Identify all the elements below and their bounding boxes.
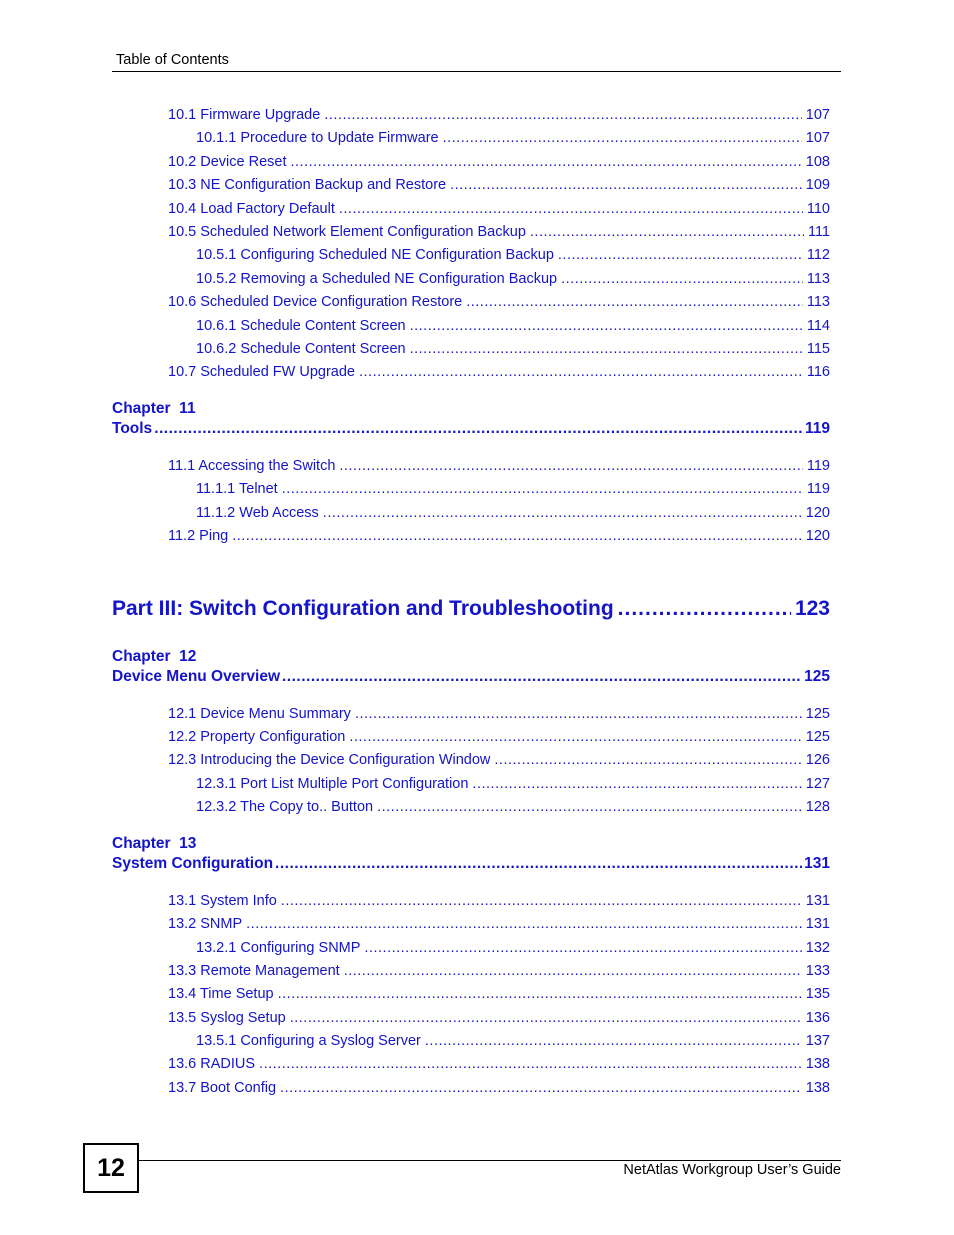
toc-leader [494,752,801,768]
part-page: 123 [794,597,830,620]
toc-entry-page: 120 [805,528,830,544]
toc-leader [530,224,804,240]
toc-leader [472,776,801,792]
toc-entry-title: 10.1.1 Procedure to Update Firmware [196,130,439,146]
toc-entry[interactable] [168,458,830,474]
toc-leader [618,597,791,621]
toc-entry[interactable] [168,752,830,768]
toc-entry-title: 13.5.1 Configuring a Syslog Server [196,1033,421,1049]
toc-entry[interactable] [196,318,830,334]
chapter-page: 131 [804,855,830,872]
toc-leader [290,154,801,170]
toc-entry-title: 12.3.2 The Copy to.. Button [196,799,374,815]
toc-entry-page: 116 [806,364,830,380]
toc-entry[interactable] [168,963,830,979]
part-entry[interactable] [112,597,830,621]
toc-entry[interactable] [168,916,830,932]
toc-leader [280,1080,802,1096]
page-number: 12 [83,1143,139,1193]
toc-entry-page: 127 [805,776,830,792]
toc-entry-page: 128 [805,799,830,815]
part-title: Part III: Switch Configuration and Troubleshooting [112,597,614,620]
toc-entry-title: 10.3 NE Configuration Backup and Restore [168,177,447,193]
toc-entry[interactable] [168,893,830,909]
toc-entry[interactable] [196,1033,830,1049]
toc-leader [282,481,803,497]
toc-entry-title: 11.2 Ping [168,528,229,544]
toc-entry-title: 10.4 Load Factory Default [168,201,335,217]
chapter-label: Chapter 12 [112,648,197,665]
toc-leader [282,668,802,686]
toc-entry-page: 138 [805,1056,830,1072]
toc-entry[interactable] [168,729,830,745]
toc-entry-title: 10.5 Scheduled Network Element Configuration Backup [168,224,526,240]
toc-leader [259,1056,802,1072]
toc-entry-page: 132 [805,940,830,956]
toc-leader [349,729,801,745]
chapter-title: System Configuration [112,855,274,872]
toc-entry[interactable] [168,177,830,193]
chapter-label: Chapter 13 [112,835,197,852]
toc-leader [154,420,803,438]
toc-leader [425,1033,802,1049]
toc-entry[interactable] [196,341,830,357]
toc-entry-title: 10.7 Scheduled FW Upgrade [168,364,355,380]
toc-leader [339,201,803,217]
toc-entry-page: 133 [805,963,830,979]
toc-leader [443,130,802,146]
toc-leader [246,916,802,932]
toc-leader [275,855,802,873]
toc-entry-page: 113 [806,294,830,310]
toc-entry-page: 125 [805,706,830,722]
chapter-label: Chapter 11 [112,400,196,417]
toc-leader [359,364,803,380]
toc-entry-page: 119 [806,458,830,474]
toc-entry-title: 13.5 Syslog Setup [168,1010,286,1026]
toc-entry-page: 115 [806,341,830,357]
toc-entry-title: 12.1 Device Menu Summary [168,706,351,722]
chapter-page: 125 [804,668,830,685]
chapter-title-entry[interactable] [112,668,830,686]
toc-leader [290,1010,802,1026]
toc-entry-page: 114 [806,318,830,334]
toc-entry-page: 112 [806,247,830,263]
toc-entry[interactable] [196,247,830,263]
toc-entry-title: 12.2 Property Configuration [168,729,346,745]
toc-entry-page: 135 [805,986,830,1002]
toc-entry-title: 10.1 Firmware Upgrade [168,107,321,123]
toc-leader [410,341,803,357]
toc-entry-title: 13.6 RADIUS [168,1056,256,1072]
toc-entry-title: 11.1 Accessing the Switch [168,458,336,474]
toc-entry-page: 137 [805,1033,830,1049]
toc-entry-title: 10.5.2 Removing a Scheduled NE Configuration Backup [196,271,558,287]
toc-entry[interactable] [168,706,830,722]
chapter-title: Device Menu Overview [112,668,280,685]
toc-entry-page: 125 [805,729,830,745]
toc-leader [355,706,802,722]
chapter-title: Tools [112,420,153,437]
toc-entry[interactable] [196,271,830,287]
toc-entry-title: 10.2 Device Reset [168,154,287,170]
toc-entry-page: 108 [805,154,830,170]
toc-entry-title: 11.1.2 Web Access [196,505,319,521]
header-rule [112,71,841,72]
toc-leader [466,294,803,310]
toc-entry-page: 107 [805,130,830,146]
chapter-title-entry[interactable] [112,420,830,438]
toc-entry[interactable] [196,481,830,497]
toc-leader [410,318,803,334]
footer-rule [139,1160,841,1161]
toc-entry-title: 10.6.2 Schedule Content Screen [196,341,406,357]
toc-entry[interactable] [168,201,830,217]
toc-leader [344,963,802,979]
toc-entry[interactable] [168,1080,830,1096]
toc-entry-title: 10.6 Scheduled Device Configuration Restore [168,294,463,310]
toc-leader [450,177,802,193]
toc-leader [323,505,802,521]
toc-entry-page: 110 [806,201,830,217]
toc-entry[interactable] [196,130,830,146]
toc-entry-title: 10.5.1 Configuring Scheduled NE Configuration Backup [196,247,554,263]
toc-entry-page: 113 [806,271,830,287]
toc-entry[interactable] [168,1010,830,1026]
toc-entry[interactable] [168,364,830,380]
toc-entry-title: 13.2.1 Configuring SNMP [196,940,361,956]
toc-entry-title: 12.3.1 Port List Multiple Port Configuration [196,776,469,792]
toc-entry[interactable] [168,1056,830,1072]
toc-entry-page: 131 [805,916,830,932]
toc-entry[interactable] [168,986,830,1002]
toc-entry[interactable] [168,528,830,544]
toc-entry[interactable] [168,154,830,170]
toc-entry[interactable] [168,107,830,123]
toc-entry-page: 109 [805,177,830,193]
toc-leader [324,107,801,123]
toc-entry-page: 131 [805,893,830,909]
page-header-title: Table of Contents [116,52,229,68]
toc-entry[interactable] [196,505,830,521]
chapter-title-entry[interactable] [112,855,830,873]
toc-entry-title: 10.6.1 Schedule Content Screen [196,318,406,334]
toc-entry-title: 11.1.1 Telnet [196,481,278,497]
toc-entry[interactable] [168,224,830,240]
toc-entry-title: 13.3 Remote Management [168,963,340,979]
toc-leader [558,247,803,263]
toc-entry[interactable] [196,940,830,956]
toc-leader [232,528,802,544]
toc-entry-page: 120 [805,505,830,521]
toc-leader [339,458,802,474]
toc-entry[interactable] [168,294,830,310]
toc-entry-title: 13.2 SNMP [168,916,243,932]
toc-entry-title: 13.7 Boot Config [168,1080,277,1096]
toc-entry-title: 13.1 System Info [168,893,277,909]
toc-entry-page: 136 [805,1010,830,1026]
toc-entry[interactable] [196,776,830,792]
toc-leader [377,799,802,815]
toc-leader [561,271,803,287]
toc-entry-page: 126 [805,752,830,768]
toc-entry-page: 138 [805,1080,830,1096]
toc-entry-page: 111 [807,224,830,240]
toc-entry-title: 12.3 Introducing the Device Configuration Window [168,752,491,768]
chapter-page: 119 [804,420,830,437]
toc-leader [278,986,802,1002]
toc-leader [281,893,802,909]
guide-title: NetAtlas Workgroup User’s Guide [623,1162,841,1178]
toc-entry-page: 119 [806,481,830,497]
toc-leader [364,940,801,956]
toc-entry-page: 107 [805,107,830,123]
toc-entry-title: 13.4 Time Setup [168,986,274,1002]
toc-entry[interactable] [196,799,830,815]
